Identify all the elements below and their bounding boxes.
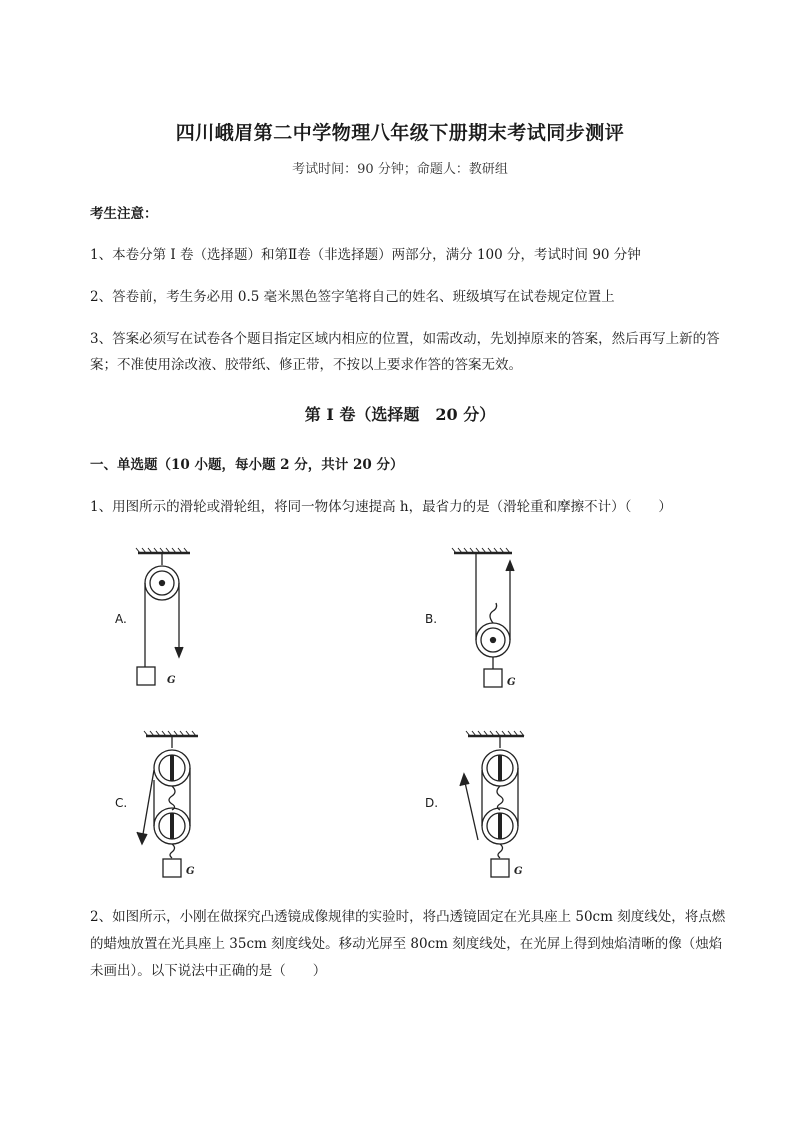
option-b-label: B. [425,612,438,626]
option-c-label: C. [115,796,128,810]
notice-item-3: 3、答案必须写在试卷各个题目指定区域内相应的位置，如需改动，先划掉原来的答案，然后再写上新的答案；不准使用涂改液、胶带纸、修正带，不按以上要求作答的答案无效。 [90,331,720,373]
option-d-label: D. [425,796,439,810]
pulley-figure-a [130,545,210,695]
notice-heading: 考生注意： [90,206,158,222]
pulley-figure-c [128,728,218,888]
pulley-figure-d [450,728,540,888]
weight-label-c: G [186,866,195,877]
exam-subtitle: 考试时间：90 分钟；命题人：教研组 [292,162,508,177]
exam-title: 四川峨眉第二中学物理八年级下册期末考试同步测评 [175,122,625,144]
option-a-label: A. [115,612,127,626]
weight-label-b: G [507,677,516,688]
question-1-text: 1、用图所示的滑轮或滑轮组，将同一物体匀速提高 h，最省力的是（滑轮重和摩擦不计）（ ） [90,499,672,515]
notice-item-1: 1、本卷分第 I 卷（选择题）和第Ⅱ卷（非选择题）两部分，满分 100 分，考试时间 90 分钟 [90,247,641,263]
weight-label-d: G [514,866,523,877]
pulley-figure-b [448,545,528,695]
question-2-text: 2、如图所示，小刚在做探究凸透镜成像规律的实验时，将凸透镜固定在光具座上 50cm 刻度线处，将点燃的蜡烛放置在光具座上 35cm 刻度线处。移动光屏至 80cm 刻度线处，在光屏上得到烛焰清晰的像（烛焰未画出）。以下说法中正确的是（ ） [90,909,726,979]
notice-item-2: 2、答卷前，考生务必用 0.5 毫米黑色签字笔将自己的姓名、班级填写在试卷规定位置上 [90,289,615,305]
section-title: 第 I 卷（选择题 20 分） [304,405,496,424]
part-heading: 一、单选题（10 小题，每小题 2 分，共计 20 分） [90,457,404,473]
weight-label-a: G [167,675,176,686]
